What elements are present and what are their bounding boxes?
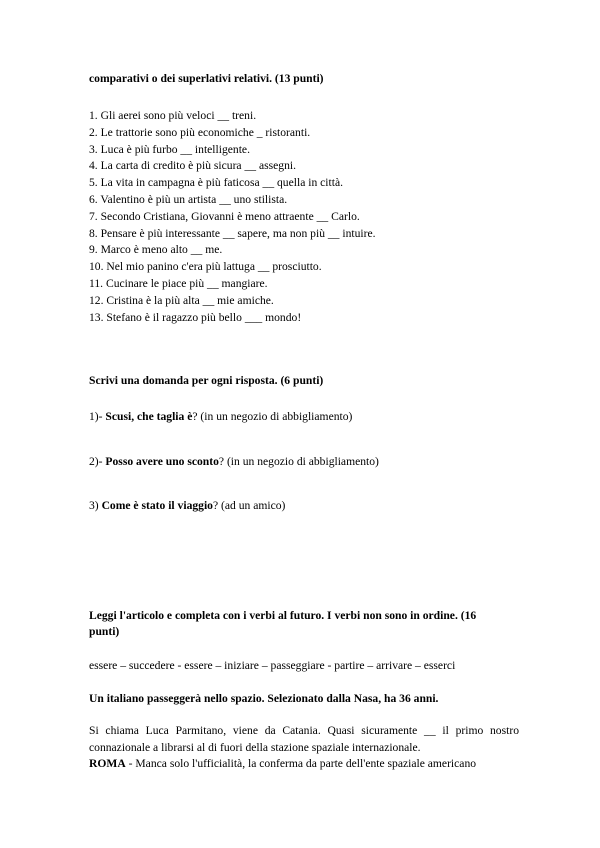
article-paragraph-2 (89, 756, 476, 773)
list-item: 10. Nel mio panino c'era più lattuga __ prosciutto. (89, 260, 322, 274)
list-item: 7. Secondo Cristiana, Giovanni è meno attraente __ Carlo. (89, 209, 360, 223)
list-item: 8. Pensare è più interessante __ sapere, ma non più __ intuire. (89, 226, 376, 240)
list-item: 5. La vita in campagna è più faticosa __ quella in città. (89, 176, 344, 190)
exercise-list (89, 108, 376, 326)
list-item: 1. Gli aerei sono più veloci __ treni. (89, 109, 257, 122)
section1-title: comparativi o dei superlativi relativi. (13 punti) (89, 72, 324, 85)
list-item: 2. Le trattorie sono più economiche _ ristoranti. (89, 125, 311, 139)
section2-title: Scrivi una domanda per ogni risposta. (6 punti) (89, 374, 324, 387)
list-item: 12. Cristina è la più alta __ mie amiche. (89, 293, 274, 307)
question-2 (89, 454, 379, 470)
verb-list: essere – succedere - essere – iniziare – passeggiare - partire – arrivare – esserci (89, 659, 456, 672)
list-item: 13. Stefano è il ragazzo più bello ___ mondo! (89, 310, 302, 324)
question-note: ? (ad un amico) (212, 499, 286, 512)
list-item: 9. Marco è meno alto __ me. (89, 243, 223, 257)
question-answer: Come è stato il viaggio (101, 499, 213, 512)
question-note: ? (in un negozio di abbigliamento) (218, 455, 379, 468)
list-item: 11. Cucinare le piace più __ mangiare. (89, 276, 268, 290)
question-1 (89, 409, 352, 425)
list-item: 4. La carta di credito è più sicura __ assegni. (89, 159, 297, 173)
question-note: ? (in un negozio di abbigliamento) (192, 410, 353, 423)
question-3 (89, 498, 285, 514)
list-item: 3. Luca è più furbo __ intelligente. (89, 142, 250, 156)
article-paragraph-1: Si chiama Luca Parmitano, viene da Catania. Quasi sicuramente __ il primo nostro connazionale a librarsi al di fuori della stazione spaziale internazionale. (89, 724, 519, 754)
section3-title-line1: Leggi l'articolo e completa con i verbi al futuro. I verbi non sono in ordine. (16 (89, 609, 477, 622)
question-prefix: 1)- (89, 410, 106, 423)
question-prefix: 2)- (89, 455, 106, 468)
question-prefix: 3) (89, 499, 102, 512)
list-item: 6. Valentino è più un artista __ uno stilista. (89, 192, 288, 206)
section3-title-line2: punti) (89, 625, 120, 638)
article-headline: Un italiano passeggerà nello spazio. Selezionato dalla Nasa, ha 36 anni. (89, 692, 439, 705)
paragraph-text: - Manca solo l'ufficialità, la conferma da parte dell'ente spaziale americano (125, 757, 477, 770)
question-answer: Scusi, che taglia è (105, 410, 193, 423)
question-answer: Posso avere uno sconto (105, 455, 219, 468)
dateline: ROMA (89, 757, 126, 770)
